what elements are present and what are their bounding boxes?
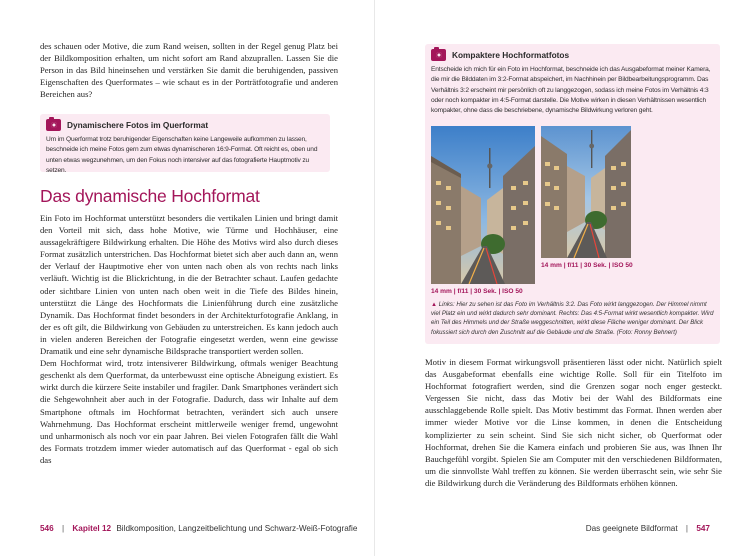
photo-caption-right: 14 mm | f/11 | 30 Sek. | ISO 50 bbox=[541, 262, 633, 269]
camera-icon bbox=[431, 49, 446, 61]
tip-box-title: Kompaktere Hochformatfotos bbox=[452, 50, 570, 60]
camera-icon bbox=[46, 119, 61, 131]
photo-caption-description: ▲ Links: Hier zu sehen ist das Foto im Verhältnis 3:2. Das Foto wirkt langgezogen. Der Himmel nimmt viel Platz ein und wirkt dadurch sehr dominant. Rechts: Das 4:5-Format wirkt wesentlich kompakter. Wird ein Teil des Himmels und der Straße weggeschnitten, wirkt diese Fläche weniger dominant. Der Blick fokussiert sich durch den Zuschnitt auf die Gebäude und die Straße. (Foto: Ronny Behnert) bbox=[431, 301, 714, 336]
right-page bbox=[375, 0, 750, 556]
footer-left bbox=[40, 524, 357, 533]
footer-right bbox=[586, 524, 710, 533]
chapter-title: Bildkomposition, Langzeitbelichtung und Schwarz-Weiß-Fotografie bbox=[116, 524, 358, 533]
street-photo-4-5 bbox=[541, 126, 631, 258]
paragraph: Motiv in diesem Format wirkungsvoll präsentieren lässt oder nicht. Natürlich spielt das Ausgabeformat ebenfalls eine wichtige Rolle. Soll für ein Titelfoto im Hochformat fotografiert werden, sind die Grenzen sogar noch enger gesteckt. Vergessen Sie nicht, dass das Motiv bei der Wahl des Bildformats eine ausschlaggebende Rolle spielt. Das Motiv bestimmt das Format. Ihnen werden aber immer wieder Motive vor die Linse kommen, in denen die Entscheidung komplizierter zu sein scheint. Sind Sie sich nicht sicher, ob Querformat oder Hochformat, drehen Sie die Kamera einfach und probieren Sie aus, was Ihnen Ihr Bauchgefühl vorgibt. Spielen Sie am Computer mit den verschiedenen Bildformaten, um die sinnvollste Wahl treffen zu können. Sie werden überrascht sein, wie sehr Sie die Bildwirkung durch die Veränderung des Bildformats erhöhen können. bbox=[425, 357, 722, 488]
section-heading: Das dynamische Hochformat bbox=[40, 186, 260, 206]
photo-caption-left: 14 mm | f/11 | 30 Sek. | ISO 50 bbox=[431, 288, 523, 295]
body-text-right bbox=[425, 356, 722, 489]
page-number: 547 bbox=[696, 524, 710, 533]
paragraph: Dem Hochformat wird, trotz intensiverer Bildwirkung, oftmals weniger Beachtung geschenkt als dem Querformat, da unterbewusst eine optische Abneigung existiert. Es wirkt durch die kürzere Seite instabiler und fragiler. Dank Smartphones verändert sich die Sehgewohnheit aber auch in der Fotografie. Dadurch, dass wir Inhalte auf dem Smartphone oftmals im Hochformat betrachten, verändert sich auch unsere Wahrnehmung. Das Hochformat erscheint mittlerweile weniger fremd, ungewohnt und unharmonisch als noch vor ein paar Jahren. Bei vielen Fotografen fällt die Wahl des Formats trotzdem immer wieder automatisch auf das Querformat - egal ob sich das bbox=[40, 358, 338, 465]
tip-box-portrait bbox=[425, 44, 720, 344]
section-title: Das geeignete Bildformat bbox=[585, 524, 678, 533]
triangle-up-icon: ▲ bbox=[431, 301, 438, 308]
tip-box-landscape bbox=[40, 114, 330, 172]
intro-paragraph: des schauen oder Motive, die zum Rand weisen, sollten in der Regel genug Platz bei der Bildkomposition erhalten, um nicht sofort am Rand abzuprallen. Lassen Sie die Person in das Bild hineinsehen und verstärken Sie damit die beruhigenden, passiven Eigenschaften des Querformates – wie schaut es in der Porträtfotografie und anderen Bereichen aus? bbox=[40, 41, 338, 100]
paragraph: Ein Foto im Hochformat unterstützt besonders die vertikalen Linien und bringt damit den Vorteil mit sich, dass hohe Motive, wie Türme und Hochhäuser, eine aussagekräftigere Bildwirkung erhalten. Die Höhe des Motivs wird also durch dieses Format zusätzlich unterstrichen. Das Hochformat bietet sich aber auch dann an, wenn der Verlauf der Hauptmotive eher von unten nach oben als von rechts nach links verläuft. Wichtig ist die Blickrichtung, in die der Betrachter schaut. Laufen gedachte oder sichtbare Linien von unten nach oben weit in die Tiefe des Bildes hinein, unterstützt die Länge des Hochformats die Linienführung durch eine zusätzliche Dynamik. Das Hochformat findet besonders in der Architekturfotografie Anklang, in der es oft gilt, die Bildwirkung von Gebäuden zu unterstreichen. Es kann jedoch auch in vielen anderen Bereichen der Fotografie eingesetzt werden, wenn eine gewisse Dramatik und eine sehr dynamische Bildsprache transportiert werden sollen. bbox=[40, 213, 338, 357]
body-text-left bbox=[40, 212, 338, 466]
chapter-label: Kapitel 12 bbox=[72, 524, 112, 533]
tip-box-title: Dynamischere Fotos im Querformat bbox=[67, 120, 209, 130]
footer-separator: | bbox=[61, 524, 65, 533]
tip-box-text: Um im Querformat trotz beruhigender Eigenschaften keine Langeweile aufkommen zu lassen, beschneide ich meine Fotos gern zum etwas dynamischeren 16:9-Format. Oft reicht es, oben und unten etwas wegzunehmen, um den Fokus noch intensiver auf das fotografierte Hauptmotiv zu setzen. bbox=[46, 136, 318, 174]
footer-separator: | bbox=[685, 524, 689, 533]
page-number: 546 bbox=[40, 524, 54, 533]
street-photo-3-2 bbox=[431, 126, 535, 284]
tip-box-text: Entscheide ich mich für ein Foto im Hochformat, beschneide ich das Ausgabeformat meiner Kamera, die mir die Bilddaten im 3:2-Format abspeichert, im Nachhinein per Bildbearbeitungsprogramm. Das Verhältnis 3:2 erscheint mir persönlich oft zu langgezogen, sodass ich meine Fotos im Verhältnis 4:3 oder noch kompakter im 4:5-Format darstelle. Die Motive wirken in diesen Verhältnissen wesentlich kompakter, ohne dass die beschriebene, dynamische Bildwirkung verloren geht. bbox=[431, 66, 711, 115]
